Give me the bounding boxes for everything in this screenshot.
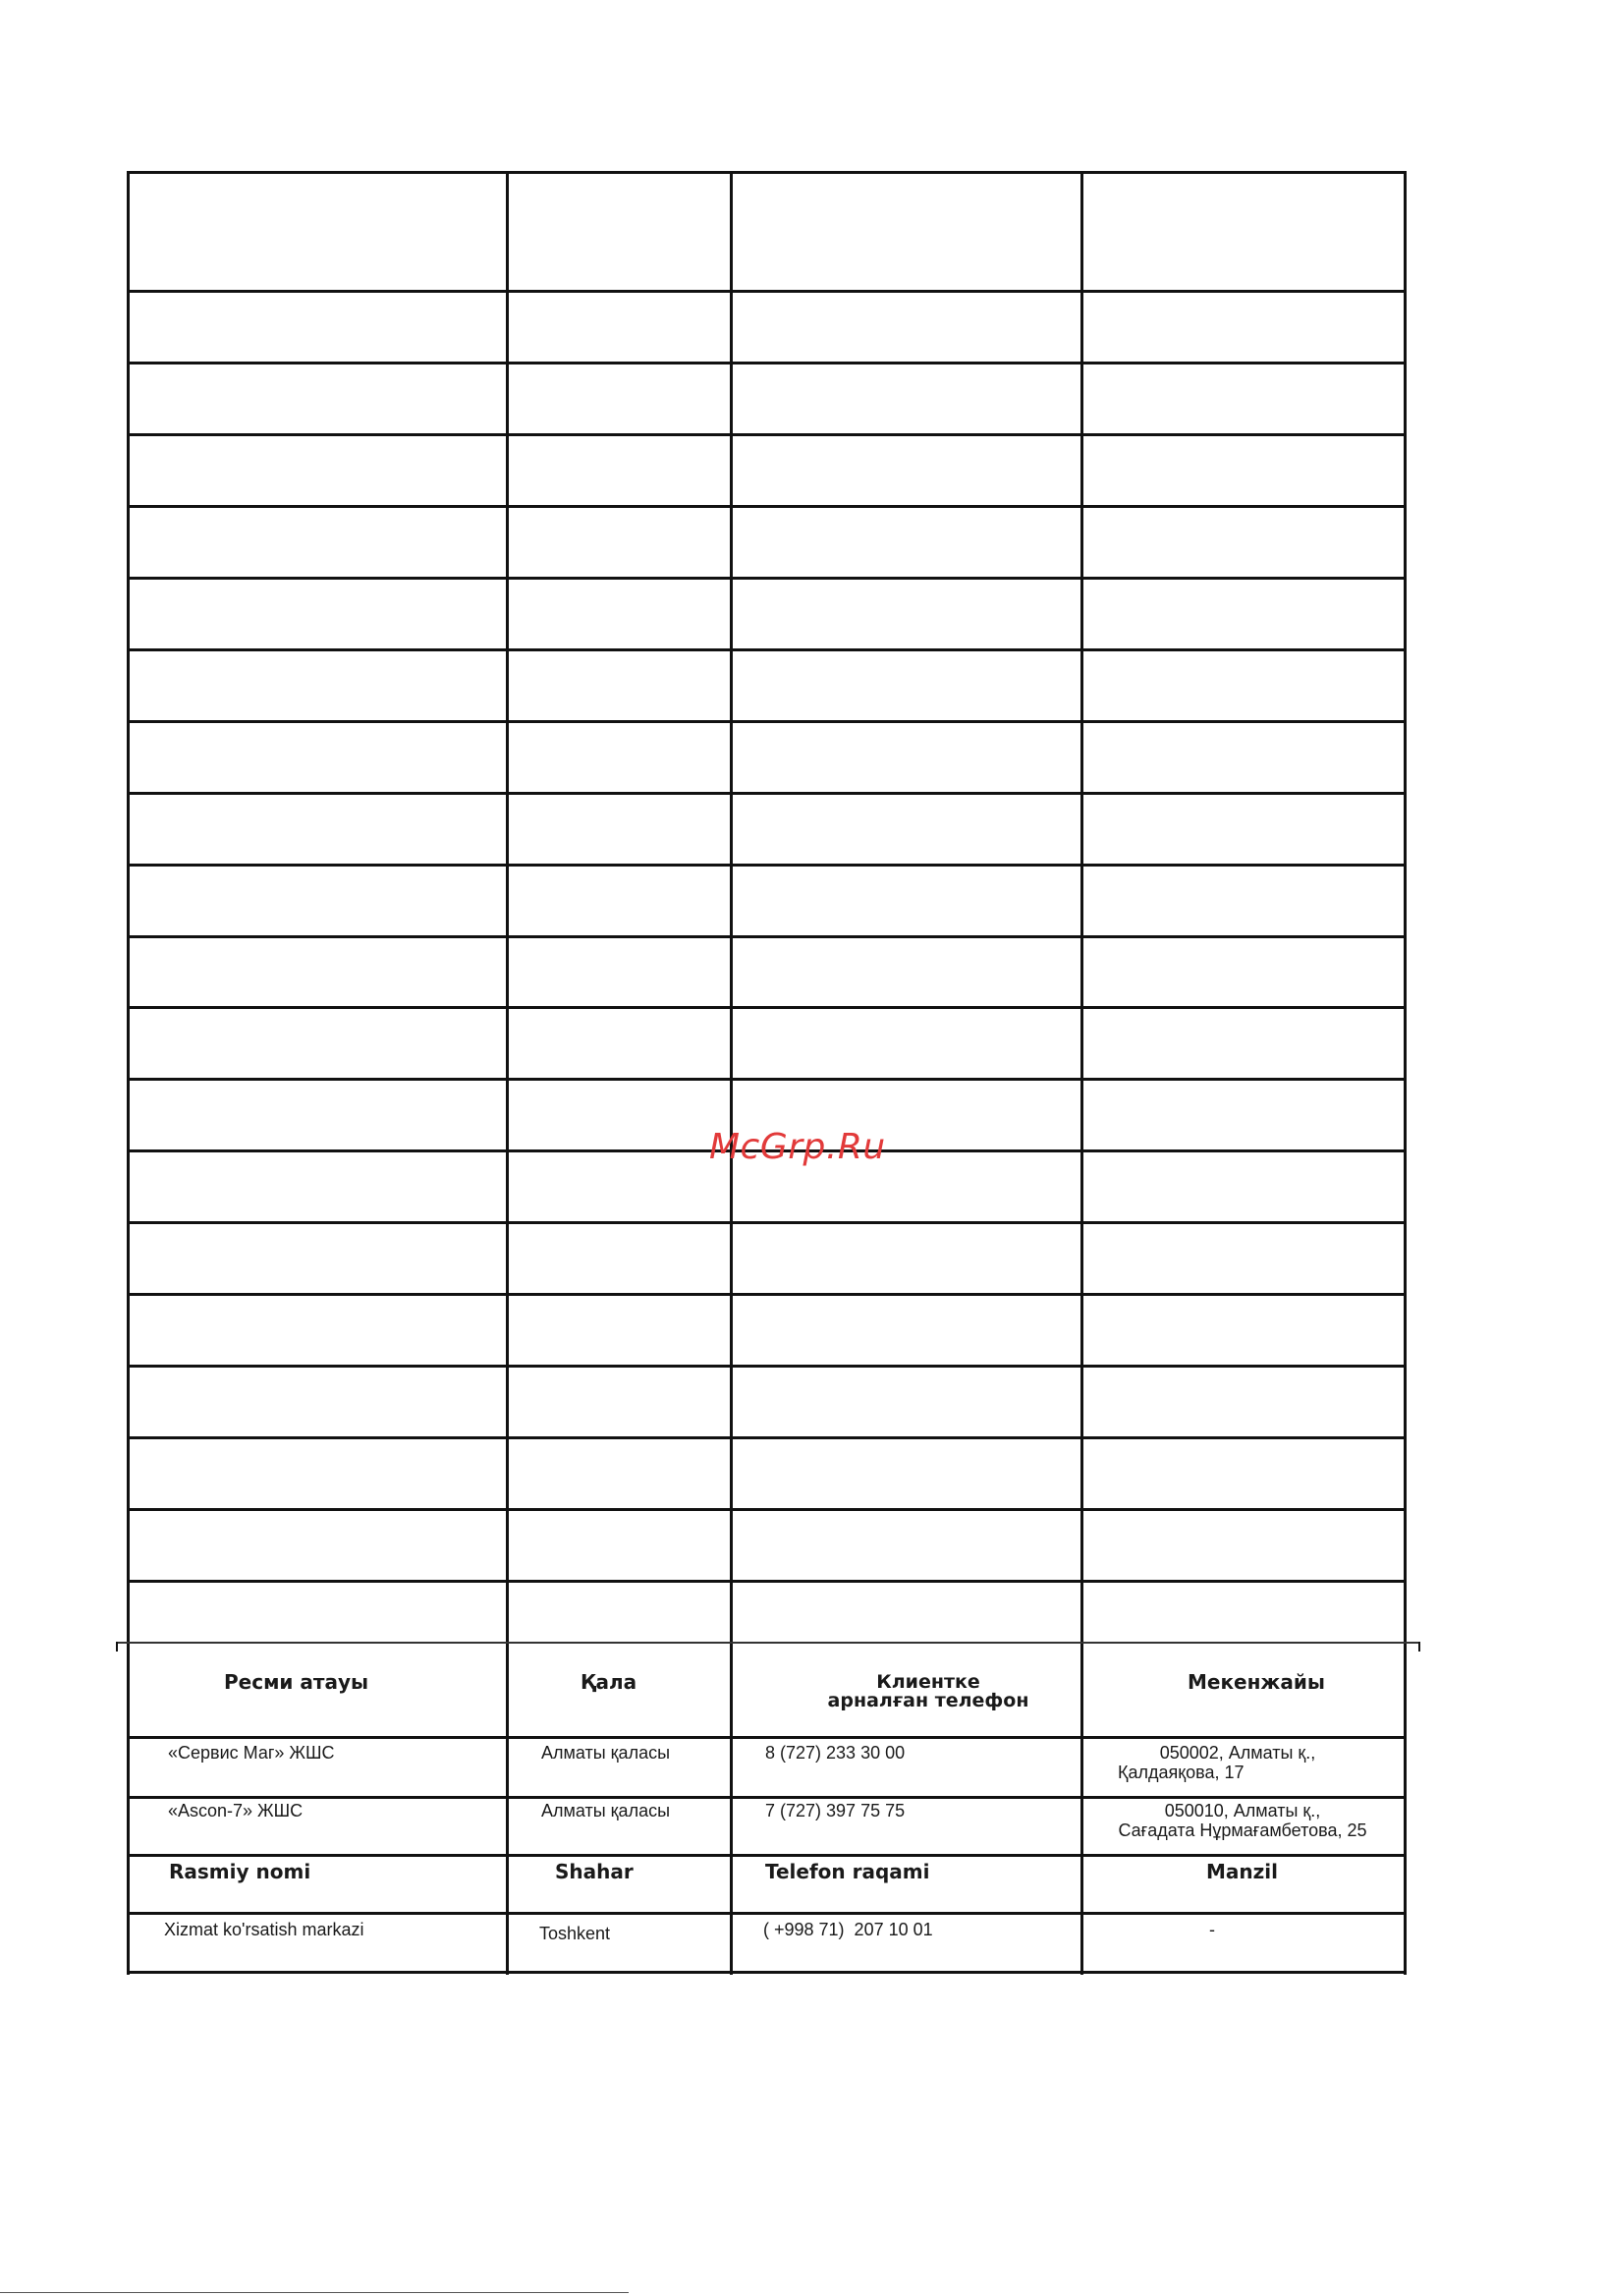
kz-row1-address-line2: Қалдаяқова, 17: [1118, 1763, 1245, 1782]
grid-line: [127, 1006, 1407, 1009]
kz-header-city: Қала: [581, 1670, 637, 1694]
kz-header-phone: [786, 1673, 1071, 1710]
uz-header-city: Shahar: [555, 1860, 634, 1883]
separator-tick-left: [116, 1642, 118, 1652]
kz-row2-phone: 7 (727) 397 75 75: [765, 1801, 906, 1820]
grid-line: [127, 433, 1407, 436]
grid-line: [127, 171, 1407, 174]
kz-row1-address-line1: 050002, Алматы қ.,: [1159, 1743, 1316, 1763]
kz-row1-name: «Сервис Маг» ЖШС: [168, 1743, 335, 1763]
kz-header-phone-line2: арналған телефон: [827, 1690, 1029, 1711]
grid-line: [127, 1912, 1407, 1915]
uz-header-name: Rasmiy nomi: [169, 1860, 311, 1883]
footer-rule: [0, 2292, 629, 2293]
uz-row1-city: Toshkent: [539, 1924, 611, 1943]
grid-line: [127, 362, 1407, 364]
table-column-divider-1: [506, 171, 509, 1975]
kz-header-name: Ресми атауы: [224, 1670, 369, 1694]
table-column-divider-3: [1080, 171, 1083, 1975]
grid-line: [127, 648, 1407, 651]
grid-line: [127, 1736, 1407, 1739]
grid-line: [127, 864, 1407, 867]
grid-line: [127, 1436, 1407, 1439]
kz-header-address: Мекенжайы: [1188, 1670, 1325, 1694]
grid-line: [127, 1365, 1407, 1368]
grid-line: [127, 1078, 1407, 1081]
kz-row1-city: Алматы қаласы: [541, 1743, 671, 1763]
kz-row2-city: Алматы қаласы: [541, 1801, 671, 1820]
uz-header-phone: Telefon raqami: [765, 1860, 930, 1883]
separator-tick-right: [1418, 1642, 1420, 1652]
kz-row2-address-line1: 050010, Алматы қ.,: [1164, 1801, 1321, 1820]
uz-row1-name: Xizmat ko'rsatish markazi: [164, 1920, 364, 1939]
table-right-border: [1404, 171, 1407, 1975]
grid-line: [127, 1796, 1407, 1799]
kz-row1-phone: 8 (727) 233 30 00: [765, 1743, 906, 1763]
grid-line: [127, 720, 1407, 723]
kz-row2-address-line2: Сағадата Нұрмағамбетова, 25: [1118, 1820, 1367, 1840]
watermark-text: McGrp.Ru: [709, 1127, 886, 1167]
grid-line: [127, 935, 1407, 938]
uz-row1-phone: ( +998 71) 207 10 01: [763, 1920, 933, 1939]
grid-line: [127, 792, 1407, 795]
uz-row1-address: -: [1209, 1920, 1215, 1939]
kz-row2-name: «Ascon-7» ЖШС: [168, 1801, 304, 1820]
grid-line: [127, 1293, 1407, 1296]
grid-line: [127, 577, 1407, 580]
grid-line: [127, 1221, 1407, 1224]
grid-line: [127, 1580, 1407, 1583]
table-column-divider-2: [730, 171, 733, 1975]
grid-line: [127, 1854, 1407, 1857]
kz-row1-address: [1090, 1743, 1385, 1782]
uz-header-address: Manzil: [1206, 1860, 1278, 1883]
kz-header-phone-line1: Клиентке: [876, 1671, 980, 1693]
table-left-border: [127, 171, 130, 1975]
grid-line: [127, 505, 1407, 508]
grid-line: [127, 290, 1407, 293]
grid-line: [127, 1508, 1407, 1511]
grid-line: [127, 1971, 1407, 1974]
kz-row2-address: [1090, 1801, 1395, 1840]
section-separator: [116, 1642, 1420, 1644]
